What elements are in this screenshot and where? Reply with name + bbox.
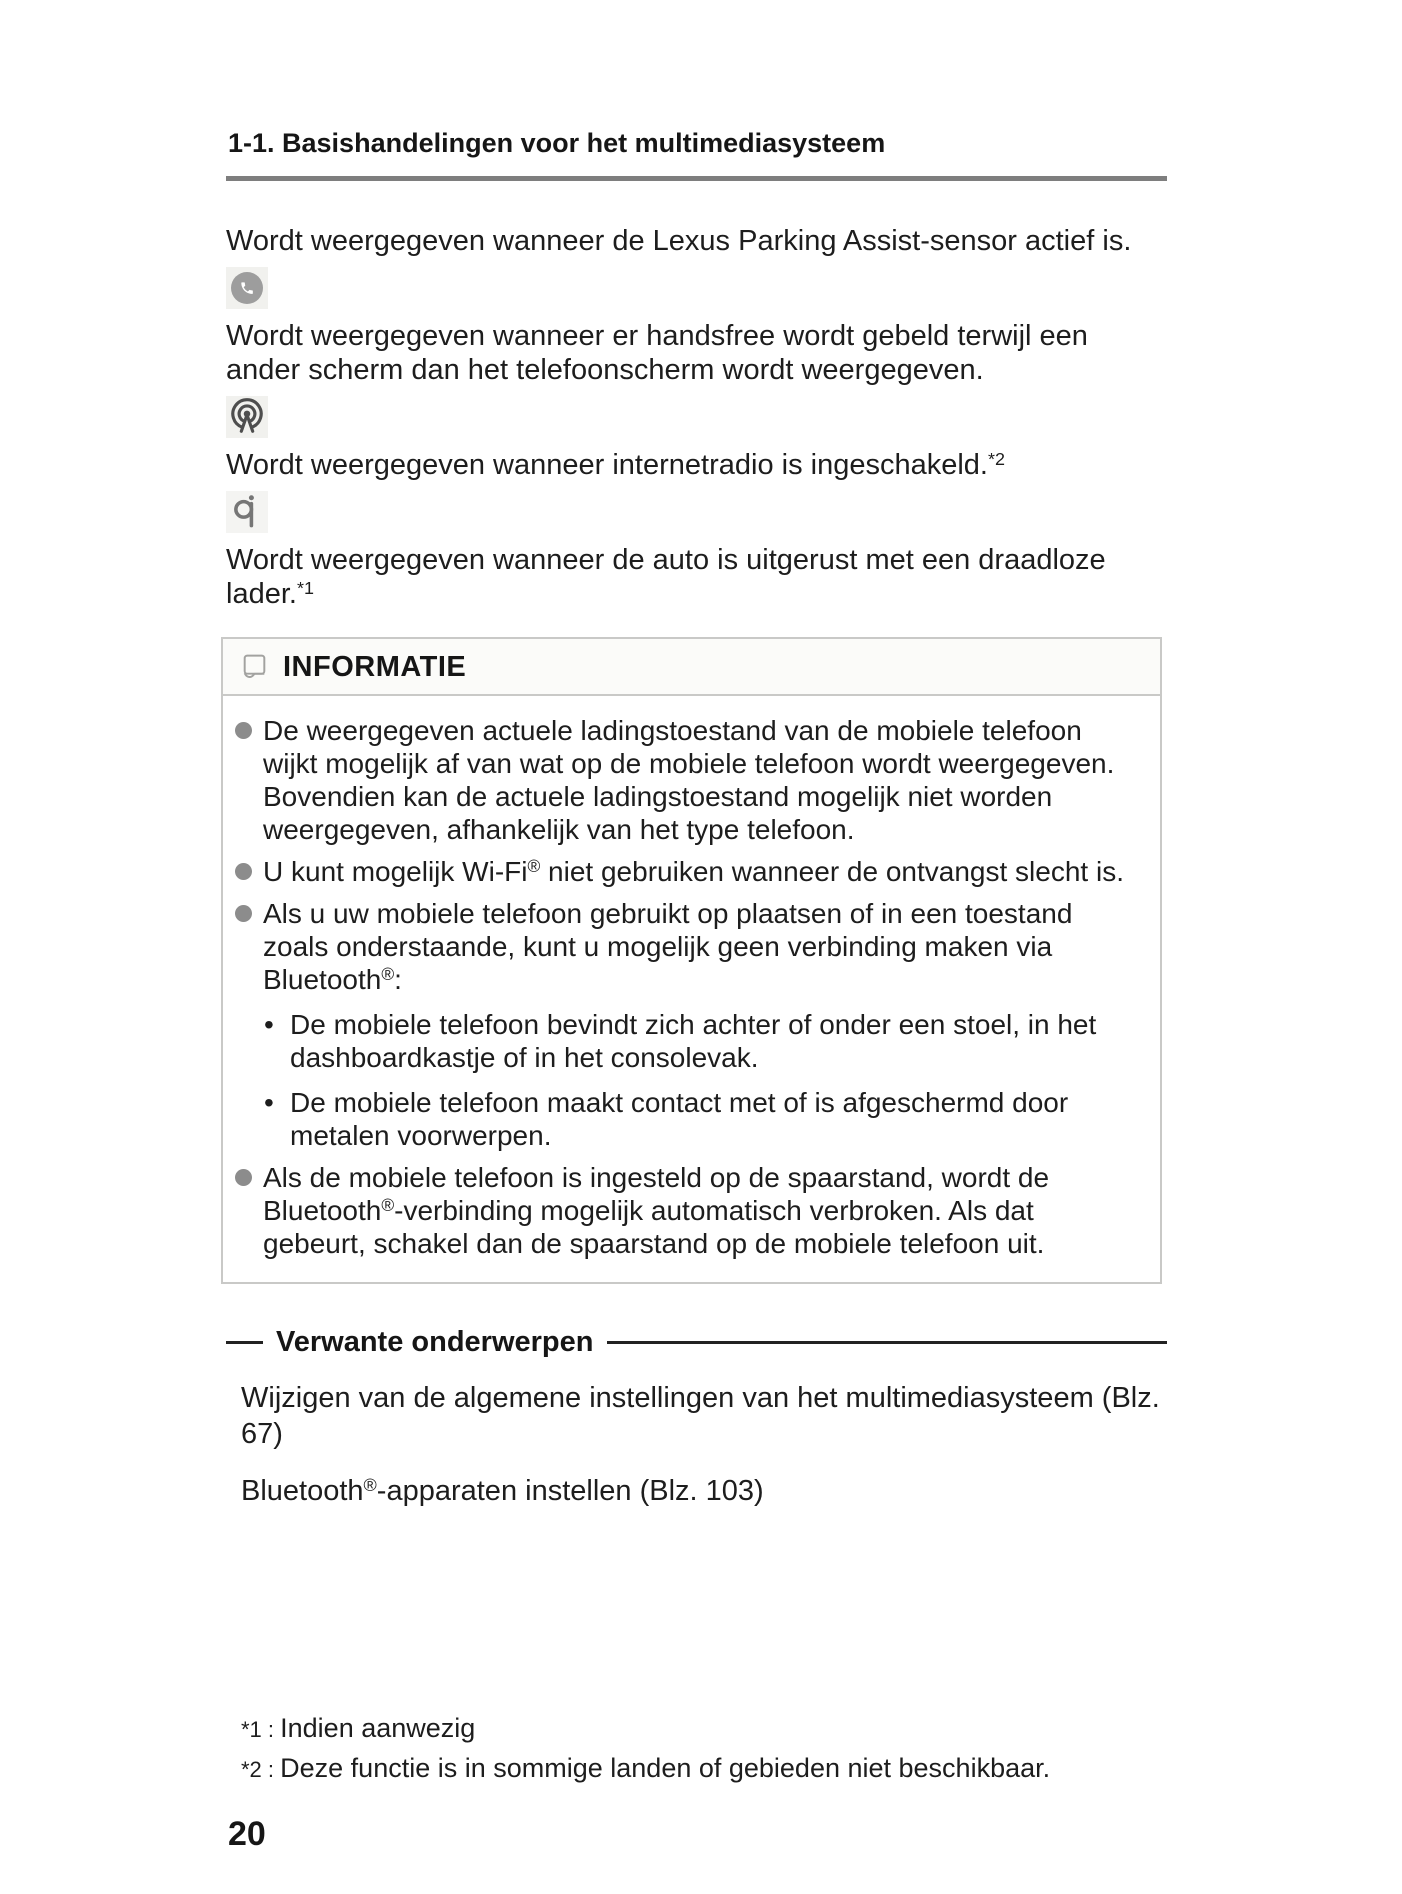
related-topics-header [226,1326,1167,1359]
footnote-text: Deze functie is in sommige landen of gebieden niet beschikbaar. [280,1753,1051,1783]
bullet-marker [235,863,252,880]
info-item-text: De mobiele telefoon bevindt zich achter of onder een stoel, in het dashboardkastje of in het consolevak. [290,1009,1097,1073]
qi-wireless-charging-icon [226,491,268,533]
phone-icon [226,267,268,309]
info-item-text: U kunt mogelijk Wi-Fi® niet gebruiken wanneer de ontvangst slecht is. [263,856,1124,887]
related-topics-title: Verwante onderwerpen [276,1326,594,1358]
bullet-marker [235,1169,252,1186]
parking-assist-paragraph: Wordt weergegeven wanneer de Lexus Parking Assist-sensor actief is. [226,225,1132,257]
info-bullet-item [235,897,1140,996]
bullet-marker [235,722,252,739]
wireless-charger-paragraph: Wordt weergegeven wanneer de auto is uitgerust met een draadloze lader.$^{*1}$ [226,544,1106,610]
sub-bullet-marker: • [264,1009,274,1040]
page-title: 1-1. Basishandelingen voor het multimediasysteem [228,128,886,158]
section-divider [226,176,1167,181]
footnote-marker: *1 : [241,1717,281,1742]
footnote-marker: *2 : [241,1757,281,1782]
information-box [221,637,1162,1284]
info-item-text: De weergegeven actuele ladingstoestand van de mobiele telefoon wijkt mogelijk af van wat op de mobiele telefoon wordt weergegeven. Bovendien kan de actuele ladingstoestand mogelijk niet worden weergegeven, afhankelijk van het type telefoon. [263,715,1115,845]
bullet-marker [235,905,252,922]
info-item-text: De mobiele telefoon maakt contact met of is afgeschermd door metalen voorwerpen. [290,1087,1069,1151]
footnote [241,1709,1167,1749]
footnote [241,1749,1167,1789]
handsfree-paragraph: Wordt weergegeven wanneer er handsfree wordt gebeld terwijl een ander scherm dan het telefoonscherm wordt weergegeven. [226,320,1088,386]
info-sub-item [264,1086,1140,1152]
footnote-text: Indien aanwezig [280,1713,476,1743]
info-bullet-item [235,714,1140,846]
footnote-ref-2: *2 [987,449,1005,470]
related-topics-list [241,1380,1167,1509]
footnotes [241,1709,1167,1789]
related-right-rule [607,1341,1168,1344]
related-topic: Bluetooth®-apparaten instellen (Blz. 103) [241,1475,764,1507]
footnote-ref-1: *1 [296,578,314,599]
information-box-title: INFORMATIE [283,651,467,683]
manual-page-content [226,0,1167,1854]
info-item-text: Als u uw mobiele telefoon gebruikt op plaatsen of in een toestand zoals onderstaande, kunt u mogelijk geen verbinding maken via Bluetooth®: [263,898,1073,995]
information-list [223,696,1160,1282]
info-sub-item [264,1008,1140,1074]
info-bullet-item [235,1161,1140,1260]
related-topic: Wijzigen van de algemene instellingen van het multimediasysteem (Blz. 67) [241,1382,1160,1450]
page-number: 20 [228,1815,266,1853]
info-bullet-item [235,855,1140,888]
related-left-dash [226,1341,263,1344]
internet-radio-icon [226,396,268,438]
information-box-header [223,639,1160,696]
internetradio-paragraph: Wordt weergegeven wanneer internetradio is ingeschakeld.$^{*2}$ [226,449,1005,481]
info-item-text: Als de mobiele telefoon is ingesteld op de spaarstand, wordt de Bluetooth®-verbinding mogelijk automatisch verbroken. Als dat gebeurt, schakel dan de spaarstand op de mobiele telefoon uit. [263,1162,1050,1259]
book-icon [239,652,270,683]
sub-bullet-marker: • [264,1087,274,1118]
